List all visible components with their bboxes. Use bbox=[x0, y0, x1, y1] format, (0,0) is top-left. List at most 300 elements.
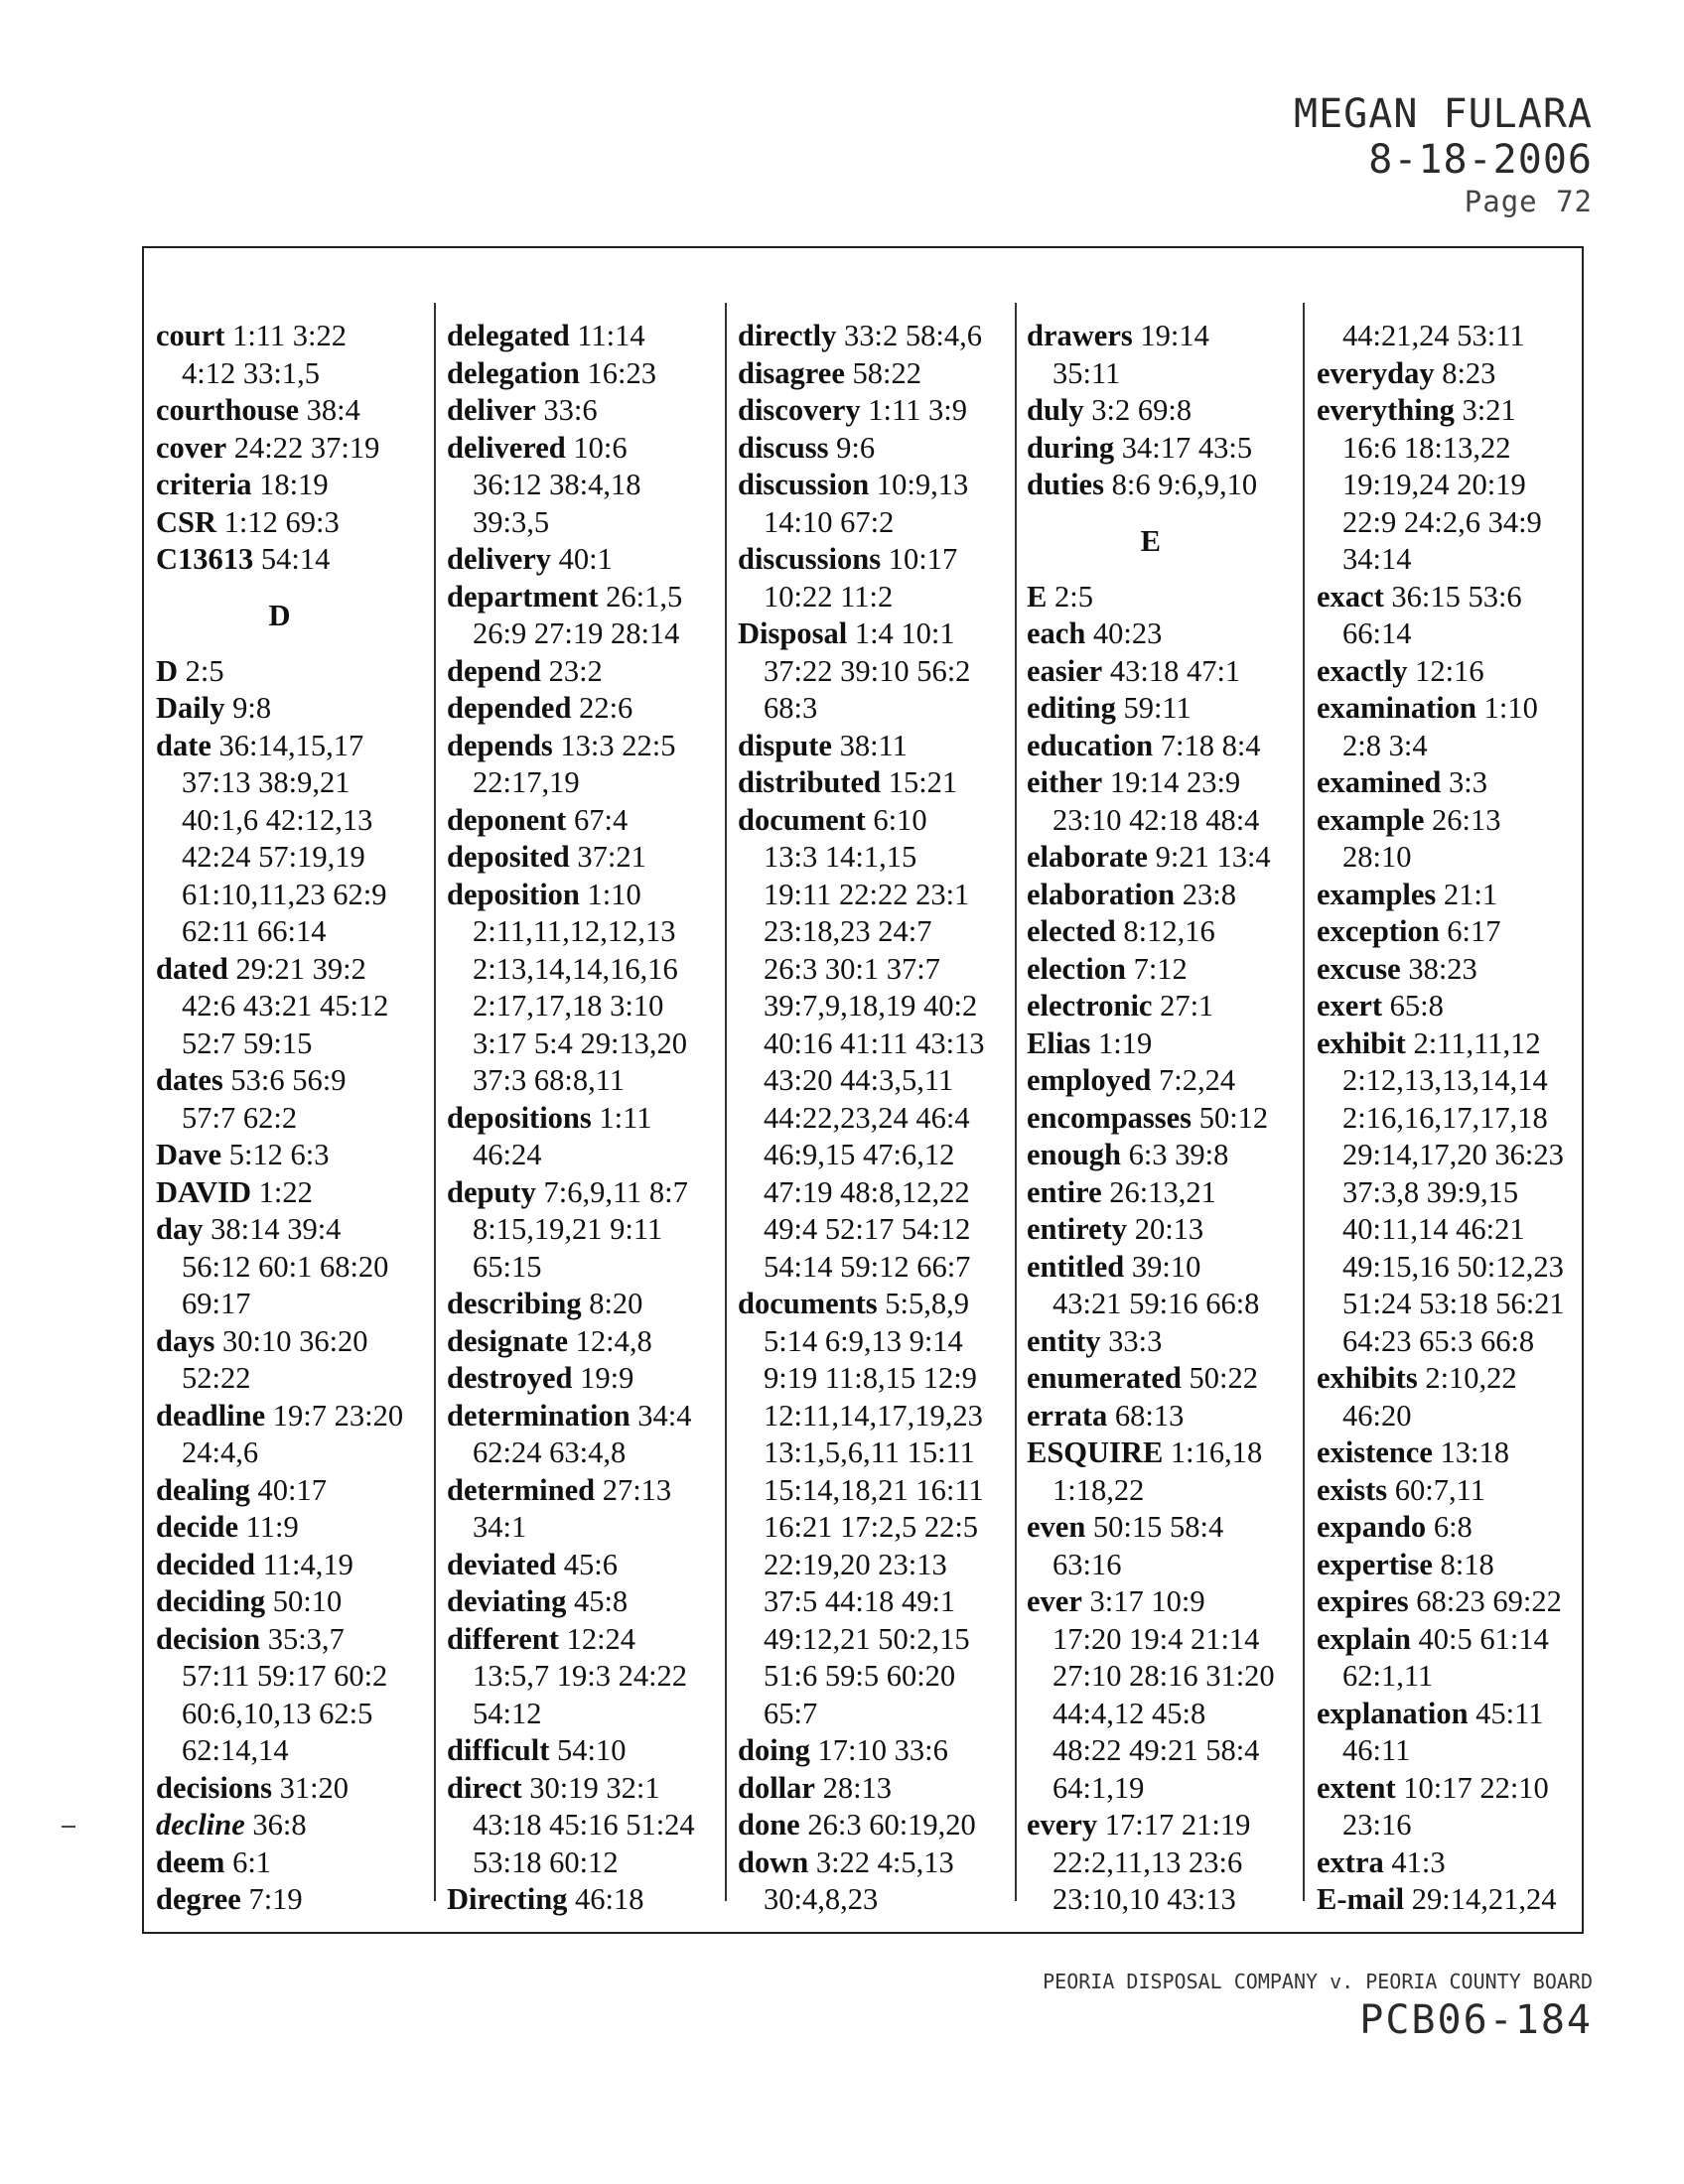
index-term: expertise bbox=[1317, 1547, 1433, 1581]
index-entry bbox=[447, 1732, 695, 1770]
index-term: entirety bbox=[1027, 1212, 1128, 1246]
index-refs: 1:11 3:22 bbox=[232, 319, 348, 352]
index-refs-continued: 64:1,19 bbox=[1052, 1770, 1145, 1805]
index-entry bbox=[1027, 615, 1275, 653]
index-refs-continued: 62:11 66:14 bbox=[182, 914, 327, 948]
index-term: dispute bbox=[738, 728, 832, 762]
index-refs: 6:10 bbox=[873, 802, 927, 837]
index-term: destroyed bbox=[447, 1361, 573, 1395]
index-entry bbox=[1317, 1509, 1565, 1547]
index-continuation: 44:21,24 53:11 bbox=[1342, 319, 1525, 352]
index-refs: 46:18 bbox=[575, 1882, 644, 1916]
index-entry bbox=[447, 728, 695, 765]
index-column-4 bbox=[1027, 318, 1275, 1919]
index-entry bbox=[447, 1472, 695, 1510]
index-term: easier bbox=[1027, 653, 1103, 688]
index-refs: 24:22 37:19 bbox=[233, 430, 380, 465]
index-entry bbox=[447, 1360, 695, 1398]
index-refs: 26:13 bbox=[1432, 802, 1501, 837]
index-refs-continued: 28:10 bbox=[1342, 840, 1412, 874]
index-refs-continued: 51:6 59:5 60:20 bbox=[764, 1659, 956, 1693]
index-refs-continued: 34:14 bbox=[1342, 542, 1412, 576]
index-term: different bbox=[447, 1621, 559, 1656]
index-refs-continued: 2:11,11,12,12,13 bbox=[473, 914, 676, 948]
index-term: extra bbox=[1317, 1844, 1384, 1879]
index-refs-continued: 69:17 bbox=[182, 1287, 251, 1320]
index-refs-continued: 46:24 bbox=[473, 1138, 542, 1171]
index-term: examined bbox=[1317, 765, 1442, 799]
index-term: discovery bbox=[738, 393, 861, 427]
index-refs-continued: 61:10,11,23 62:9 bbox=[182, 877, 387, 911]
index-refs: 10:6 bbox=[573, 430, 628, 465]
index-term: everything bbox=[1317, 393, 1455, 427]
index-entry bbox=[1317, 690, 1565, 728]
index-term: entity bbox=[1027, 1323, 1101, 1358]
index-term: deviated bbox=[447, 1547, 557, 1581]
column-divider bbox=[1015, 303, 1017, 1901]
index-entry bbox=[1027, 1583, 1275, 1621]
index-term: Elias bbox=[1027, 1025, 1091, 1060]
index-entry bbox=[156, 1807, 403, 1844]
index-term: elaboration bbox=[1027, 877, 1176, 911]
index-entry bbox=[1027, 1360, 1275, 1398]
index-refs: 45:8 bbox=[573, 1584, 629, 1618]
index-refs-continued: 64:23 65:3 66:8 bbox=[1342, 1323, 1535, 1358]
index-entry bbox=[1027, 839, 1275, 877]
index-term: exactly bbox=[1317, 653, 1408, 688]
index-refs: 9:8 bbox=[232, 691, 272, 725]
section-letter: D bbox=[268, 598, 291, 632]
deponent-name: MEGAN FULARA bbox=[1294, 91, 1593, 137]
index-term: deciding bbox=[156, 1584, 266, 1618]
index-term: decisions bbox=[156, 1770, 272, 1805]
index-term: explain bbox=[1317, 1621, 1411, 1656]
index-refs-continued: 40:1,6 42:12,13 bbox=[182, 802, 373, 837]
index-refs-continued: 43:18 45:16 51:24 bbox=[473, 1808, 695, 1842]
index-refs-continued: 47:19 48:8,12,22 bbox=[764, 1174, 970, 1209]
column-divider bbox=[434, 303, 436, 1901]
index-term: criteria bbox=[156, 468, 252, 501]
index-entry bbox=[447, 653, 695, 691]
section-letter: E bbox=[1140, 523, 1161, 558]
index-term: court bbox=[156, 319, 225, 352]
index-refs: 40:5 61:14 bbox=[1418, 1621, 1549, 1656]
index-refs: 40:17 bbox=[257, 1472, 328, 1507]
index-refs: 27:1 bbox=[1160, 989, 1214, 1023]
index-entry bbox=[156, 467, 403, 504]
index-refs: 54:10 bbox=[556, 1733, 627, 1767]
index-refs-continued: 39:3,5 bbox=[473, 504, 550, 539]
index-refs-continued: 57:11 59:17 60:2 bbox=[182, 1659, 388, 1693]
index-term: excuse bbox=[1317, 951, 1401, 986]
index-refs: 1:10 bbox=[1483, 691, 1538, 725]
index-entry bbox=[156, 951, 403, 989]
index-term: election bbox=[1027, 951, 1126, 986]
index-entry bbox=[447, 430, 695, 468]
index-entry bbox=[1317, 988, 1565, 1025]
index-refs-continued: 16:21 17:2,5 22:5 bbox=[764, 1510, 979, 1544]
index-entry bbox=[1027, 1509, 1275, 1547]
index-refs: 50:15 58:4 bbox=[1092, 1510, 1224, 1544]
index-refs-continued: 42:24 57:19,19 bbox=[182, 840, 365, 874]
index-refs: 8:20 bbox=[589, 1287, 643, 1320]
index-entry bbox=[738, 1732, 985, 1770]
index-entry bbox=[1317, 877, 1565, 914]
index-entry bbox=[156, 318, 403, 355]
index-entry bbox=[1027, 1211, 1275, 1249]
index-entry bbox=[1317, 355, 1565, 393]
index-term: CSR bbox=[156, 504, 217, 539]
index-refs-continued: 3:17 5:4 29:13,20 bbox=[473, 1025, 688, 1060]
index-term: courthouse bbox=[156, 393, 300, 427]
index-entry bbox=[738, 355, 985, 393]
index-refs-continued: 52:22 bbox=[182, 1361, 251, 1395]
index-entry bbox=[1317, 951, 1565, 989]
index-entry bbox=[447, 1174, 695, 1212]
index-refs-continued: 1:18,22 bbox=[1052, 1472, 1145, 1507]
index-entry bbox=[1317, 1621, 1565, 1659]
index-refs-continued: 53:18 60:12 bbox=[473, 1844, 619, 1879]
index-refs: 68:13 bbox=[1114, 1398, 1185, 1433]
index-column-1 bbox=[156, 318, 403, 1919]
index-refs-continued: 23:10,10 43:13 bbox=[1052, 1882, 1236, 1916]
index-refs: 29:14,21,24 bbox=[1411, 1882, 1557, 1916]
index-entry bbox=[738, 728, 985, 765]
index-refs: 2:5 bbox=[1053, 579, 1093, 614]
index-entry bbox=[1317, 1844, 1565, 1882]
index-entry bbox=[156, 728, 403, 765]
index-refs-continued: 43:21 59:16 66:8 bbox=[1052, 1287, 1260, 1320]
index-refs-continued: 49:12,21 50:2,15 bbox=[764, 1621, 970, 1656]
index-refs: 41:3 bbox=[1391, 1844, 1446, 1879]
index-term: exhibits bbox=[1317, 1361, 1418, 1395]
index-term: deponent bbox=[447, 802, 567, 837]
index-term: Directing bbox=[447, 1882, 568, 1916]
index-refs-continued: 65:7 bbox=[764, 1696, 818, 1730]
page-number: Page 72 bbox=[1464, 185, 1593, 218]
index-refs: 13:18 bbox=[1440, 1435, 1509, 1469]
index-refs: 68:23 69:22 bbox=[1416, 1584, 1562, 1618]
index-refs-continued: 56:12 60:1 68:20 bbox=[182, 1249, 389, 1284]
index-refs: 17:10 33:6 bbox=[817, 1733, 948, 1767]
index-refs: 59:11 bbox=[1123, 691, 1192, 725]
index-entry bbox=[156, 541, 403, 579]
index-refs: 19:9 bbox=[580, 1361, 634, 1395]
index-term: cover bbox=[156, 430, 227, 465]
index-entry bbox=[1317, 579, 1565, 616]
index-refs-continued: 29:14,17,20 36:23 bbox=[1342, 1138, 1564, 1171]
index-entry bbox=[1317, 1583, 1565, 1621]
index-term: elected bbox=[1027, 914, 1116, 948]
index-term: deviating bbox=[447, 1584, 567, 1618]
index-entry bbox=[156, 1062, 403, 1100]
index-refs: 29:21 39:2 bbox=[235, 951, 366, 986]
index-term: dated bbox=[156, 951, 228, 986]
index-refs-continued: 9:19 11:8,15 12:9 bbox=[764, 1361, 977, 1395]
index-entry bbox=[1027, 1025, 1275, 1063]
index-refs-continued: 26:3 30:1 37:7 bbox=[764, 951, 940, 986]
index-term: expando bbox=[1317, 1510, 1427, 1544]
index-entry bbox=[1027, 1100, 1275, 1138]
index-entry bbox=[447, 355, 695, 393]
index-term: exert bbox=[1317, 989, 1383, 1023]
index-entry bbox=[738, 430, 985, 468]
index-term: drawers bbox=[1027, 319, 1133, 352]
index-refs: 19:7 23:20 bbox=[272, 1398, 404, 1433]
index-term: expires bbox=[1317, 1584, 1409, 1618]
index-refs-continued: 26:9 27:19 28:14 bbox=[473, 616, 680, 650]
index-term: E bbox=[1027, 579, 1048, 614]
index-refs: 1:4 10:1 bbox=[854, 616, 955, 650]
index-refs: 40:23 bbox=[1092, 616, 1163, 650]
index-term: enough bbox=[1027, 1138, 1121, 1171]
index-entry bbox=[156, 1547, 403, 1584]
index-refs: 12:24 bbox=[566, 1621, 636, 1656]
index-entry bbox=[738, 1807, 985, 1844]
index-refs-continued: 37:3 68:8,11 bbox=[473, 1063, 626, 1097]
index-refs-continued: 14:10 67:2 bbox=[764, 504, 895, 539]
index-entry bbox=[738, 802, 985, 840]
index-entry bbox=[738, 1286, 985, 1323]
index-term: dollar bbox=[738, 1770, 815, 1805]
index-refs: 45:11 bbox=[1475, 1696, 1544, 1730]
index-entry bbox=[447, 541, 695, 579]
index-refs: 3:2 69:8 bbox=[1091, 393, 1193, 427]
index-refs-continued: 49:4 52:17 54:12 bbox=[764, 1212, 971, 1246]
index-refs: 31:20 bbox=[279, 1770, 350, 1805]
index-term: DAVID bbox=[156, 1174, 252, 1209]
index-refs: 9:21 13:4 bbox=[1155, 840, 1271, 874]
index-entry bbox=[1317, 1025, 1565, 1063]
index-refs: 50:12 bbox=[1198, 1100, 1269, 1135]
index-refs: 19:14 bbox=[1140, 319, 1209, 352]
index-entry bbox=[738, 1844, 985, 1882]
index-entry bbox=[447, 579, 695, 616]
index-refs: 60:7,11 bbox=[1394, 1472, 1486, 1507]
index-term: examination bbox=[1317, 691, 1476, 725]
index-entry bbox=[156, 1398, 403, 1435]
index-entry bbox=[1317, 1696, 1565, 1733]
index-refs: 36:15 53:6 bbox=[1391, 579, 1522, 614]
index-refs: 30:10 36:20 bbox=[221, 1323, 368, 1358]
index-refs: 58:22 bbox=[852, 355, 921, 390]
index-refs: 38:4 bbox=[306, 393, 360, 427]
index-refs: 26:3 60:19,20 bbox=[807, 1808, 976, 1842]
index-entry bbox=[738, 541, 985, 579]
index-refs-continued: 39:7,9,18,19 40:2 bbox=[764, 989, 978, 1023]
index-entry bbox=[156, 1211, 403, 1249]
index-refs-continued: 37:5 44:18 49:1 bbox=[764, 1584, 956, 1618]
index-refs: 23:8 bbox=[1182, 877, 1236, 911]
index-refs-continued: 37:22 39:10 56:2 bbox=[764, 653, 971, 688]
index-refs-continued: 19:11 22:22 23:1 bbox=[764, 877, 970, 911]
index-refs-continued: 2:8 3:4 bbox=[1342, 728, 1428, 762]
index-refs-continued: 2:17,17,18 3:10 bbox=[473, 989, 664, 1023]
index-entry bbox=[1027, 913, 1275, 951]
index-entry bbox=[1027, 430, 1275, 468]
index-refs: 26:1,5 bbox=[606, 579, 683, 614]
index-refs: 50:22 bbox=[1189, 1361, 1258, 1395]
index-entry bbox=[156, 1583, 403, 1621]
index-refs-continued: 30:4,8,23 bbox=[764, 1882, 879, 1916]
index-refs: 33:2 58:4,6 bbox=[844, 319, 982, 352]
index-entry bbox=[1027, 392, 1275, 430]
index-term: depends bbox=[447, 728, 553, 762]
index-refs-continued: 27:10 28:16 31:20 bbox=[1052, 1659, 1275, 1693]
index-entry bbox=[1027, 1062, 1275, 1100]
index-term: deliver bbox=[447, 393, 536, 427]
index-term: entire bbox=[1027, 1174, 1102, 1209]
index-term: electronic bbox=[1027, 989, 1153, 1023]
index-term: each bbox=[1027, 616, 1086, 650]
index-entry bbox=[156, 504, 403, 542]
index-refs: 34:17 43:5 bbox=[1121, 430, 1253, 465]
margin-mark bbox=[62, 1826, 75, 1828]
index-refs-continued: 13:5,7 19:3 24:22 bbox=[473, 1659, 688, 1693]
index-term: decline bbox=[156, 1808, 245, 1842]
index-refs: 1:11 3:9 bbox=[868, 393, 967, 427]
index-refs-continued: 22:9 24:2,6 34:9 bbox=[1342, 504, 1542, 539]
index-term: elaborate bbox=[1027, 840, 1148, 874]
index-term: day bbox=[156, 1212, 204, 1246]
index-entry bbox=[1317, 802, 1565, 840]
index-term: errata bbox=[1027, 1398, 1108, 1433]
index-refs-continued: 15:14,18,21 16:11 bbox=[764, 1472, 984, 1507]
index-term: Dave bbox=[156, 1138, 222, 1171]
index-term: document bbox=[738, 802, 866, 837]
index-entry bbox=[156, 1137, 403, 1174]
index-refs: 6:1 bbox=[232, 1844, 272, 1879]
index-term: explanation bbox=[1317, 1696, 1469, 1730]
index-refs: 45:6 bbox=[563, 1547, 618, 1581]
index-refs: 43:18 47:1 bbox=[1109, 653, 1241, 688]
index-refs: 3:22 4:5,13 bbox=[815, 1844, 954, 1879]
index-entry bbox=[1317, 1360, 1565, 1398]
index-term: every bbox=[1027, 1808, 1098, 1842]
index-refs: 11:4,19 bbox=[262, 1547, 353, 1581]
index-term: encompasses bbox=[1027, 1100, 1193, 1135]
index-term: days bbox=[156, 1323, 215, 1358]
index-term: exists bbox=[1317, 1472, 1388, 1507]
index-term: depositions bbox=[447, 1100, 592, 1135]
index-term: doing bbox=[738, 1733, 810, 1767]
index-entry bbox=[156, 1509, 403, 1547]
index-term: decide bbox=[156, 1510, 239, 1544]
index-term: discussions bbox=[738, 542, 882, 576]
index-refs-continued: 62:1,11 bbox=[1342, 1659, 1434, 1693]
index-entry bbox=[738, 392, 985, 430]
index-term: E-mail bbox=[1317, 1882, 1405, 1916]
index-refs: 7:6,9,11 8:7 bbox=[543, 1174, 688, 1209]
index-refs: 12:4,8 bbox=[575, 1323, 652, 1358]
index-refs: 2:11,11,12 bbox=[1413, 1025, 1541, 1060]
index-entry bbox=[1027, 1434, 1275, 1472]
index-refs-continued: 4:12 33:1,5 bbox=[182, 355, 320, 390]
index-refs-continued: 24:4,6 bbox=[182, 1435, 259, 1469]
index-refs: 7:18 8:4 bbox=[1160, 728, 1261, 762]
deposition-date: 8-18-2006 bbox=[1368, 137, 1593, 183]
index-refs: 36:14,15,17 bbox=[218, 728, 364, 762]
index-column-5 bbox=[1317, 318, 1565, 1919]
index-term: department bbox=[447, 579, 599, 614]
index-refs: 33:3 bbox=[1108, 1323, 1163, 1358]
index-refs-continued: 44:22,23,24 46:4 bbox=[764, 1100, 970, 1135]
index-term: delegated bbox=[447, 319, 570, 352]
index-entry bbox=[156, 1621, 403, 1659]
index-refs: 15:21 bbox=[888, 765, 958, 799]
index-refs-continued: 42:6 43:21 45:12 bbox=[182, 989, 389, 1023]
index-box bbox=[142, 246, 1584, 1934]
index-refs-continued: 44:4,12 45:8 bbox=[1052, 1696, 1206, 1730]
index-term: done bbox=[738, 1808, 800, 1842]
index-refs-continued: 17:20 19:4 21:14 bbox=[1052, 1621, 1260, 1656]
index-entry bbox=[156, 430, 403, 468]
index-term: deem bbox=[156, 1844, 225, 1879]
index-refs: 37:21 bbox=[577, 840, 646, 874]
index-term: either bbox=[1027, 765, 1103, 799]
index-refs: 1:12 69:3 bbox=[223, 504, 340, 539]
index-refs-continued: 19:19,24 20:19 bbox=[1342, 468, 1526, 501]
index-entry bbox=[447, 1547, 695, 1584]
index-term: even bbox=[1027, 1510, 1086, 1544]
index-entry bbox=[447, 1323, 695, 1361]
index-term: designate bbox=[447, 1323, 568, 1358]
index-refs: 10:17 22:10 bbox=[1403, 1770, 1549, 1805]
index-term: deadline bbox=[156, 1398, 266, 1433]
index-term: education bbox=[1027, 728, 1154, 762]
index-term: enumerated bbox=[1027, 1361, 1182, 1395]
index-entry bbox=[1317, 1770, 1565, 1808]
index-term: deposition bbox=[447, 877, 580, 911]
index-term: decided bbox=[156, 1547, 255, 1581]
index-refs-continued: 40:11,14 46:21 bbox=[1342, 1212, 1525, 1246]
index-term: entitled bbox=[1027, 1249, 1125, 1284]
index-refs-continued: 49:15,16 50:12,23 bbox=[1342, 1249, 1564, 1284]
index-refs: 53:6 56:9 bbox=[230, 1063, 347, 1097]
index-entry bbox=[1027, 988, 1275, 1025]
index-refs-continued: 12:11,14,17,19,23 bbox=[764, 1398, 983, 1433]
index-term: deputy bbox=[447, 1174, 536, 1209]
index-refs: 19:14 23:9 bbox=[1109, 765, 1241, 799]
index-entry bbox=[1317, 1472, 1565, 1510]
index-refs: 39:10 bbox=[1131, 1249, 1201, 1284]
index-term: ESQUIRE bbox=[1027, 1435, 1164, 1469]
index-entry bbox=[447, 690, 695, 728]
index-refs-continued: 68:3 bbox=[764, 691, 818, 725]
index-entry bbox=[156, 1174, 403, 1212]
index-entry bbox=[1317, 1547, 1565, 1584]
index-entry bbox=[447, 392, 695, 430]
index-refs: 8:6 9:6,9,10 bbox=[1111, 468, 1258, 501]
index-refs-continued: 22:17,19 bbox=[473, 765, 580, 799]
index-refs-continued: 60:6,10,13 62:5 bbox=[182, 1696, 373, 1730]
index-entry bbox=[447, 1770, 695, 1808]
index-refs-continued: 23:10 42:18 48:4 bbox=[1052, 802, 1260, 837]
index-refs-continued: 54:12 bbox=[473, 1696, 542, 1730]
index-refs: 6:17 bbox=[1447, 914, 1501, 948]
index-refs-continued: 36:12 38:4,18 bbox=[473, 468, 641, 501]
index-refs: 5:5,8,9 bbox=[885, 1287, 970, 1320]
index-refs-continued: 23:16 bbox=[1342, 1808, 1412, 1842]
index-refs: 6:3 39:8 bbox=[1128, 1138, 1229, 1171]
index-refs-continued: 43:20 44:3,5,11 bbox=[764, 1063, 954, 1097]
index-refs: 65:8 bbox=[1389, 989, 1444, 1023]
index-refs: 30:19 32:1 bbox=[529, 1770, 660, 1805]
index-term: documents bbox=[738, 1287, 878, 1320]
index-term: delivered bbox=[447, 430, 566, 465]
index-entry bbox=[1027, 951, 1275, 989]
index-entry bbox=[1027, 318, 1275, 355]
